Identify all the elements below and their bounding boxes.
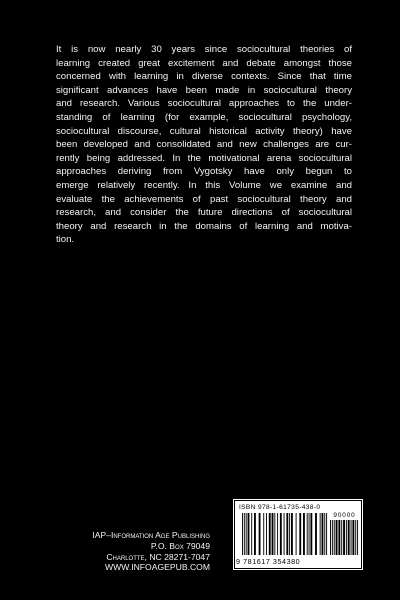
- publisher-po-box: P.O. Box 79049: [150, 540, 210, 551]
- blurb-line: been developed and consolidated and new challenges are cur-: [56, 139, 352, 151]
- blurb-line: emerge relatively recently. In this Volume we examine and: [56, 179, 352, 191]
- blurb-line: sociocultural discourse, cultural historical activity theory) have: [56, 125, 352, 137]
- blurb-line: significant advances have been made in sociocultural theory: [56, 84, 352, 96]
- blurb-line: standing of learning (for example, sociocultural psychology,: [56, 111, 352, 123]
- cover-blurb: [56, 43, 352, 247]
- blurb-line: learning created great excitement and debate amongst those: [56, 57, 352, 69]
- ean-digits: 9 781617 354380: [236, 557, 301, 566]
- price-addon-bars: [330, 520, 359, 555]
- blurb-line: evaluate the achievements of past sociocultural theory and: [56, 193, 352, 205]
- publisher-city: Charlotte, NC 28271-7047: [106, 551, 210, 562]
- publisher-website: WWW.INFOAGEPUB.COM: [104, 562, 210, 573]
- publisher-info: [92, 530, 210, 573]
- blurb-line: tion.: [56, 234, 75, 246]
- blurb-line: rently being addressed. In the motivational arena sociocultural: [56, 152, 352, 164]
- blurb-line: theory and research in the domains of learning and motiva-: [56, 220, 352, 232]
- blurb-line: research, and consider the future directions of sociocultural: [56, 207, 352, 219]
- blurb-line: approaches deriving from Vygotsky have only begun to: [56, 166, 352, 178]
- isbn-barcode: [234, 500, 362, 569]
- blurb-line: and research. Various sociocultural approaches to the under-: [56, 98, 352, 110]
- blurb-line: concerned with learning in diverse contexts. Since that time: [56, 71, 352, 83]
- price-addon-digits: 90000: [333, 512, 356, 519]
- blurb-line: It is now nearly 30 years since sociocultural theories of: [56, 44, 352, 55]
- isbn-label: ISBN 978-1-61735-438-0: [239, 504, 321, 511]
- publisher-name: IAP–Information Age Publishing: [92, 530, 210, 540]
- ean-barcode-bars: [242, 513, 328, 555]
